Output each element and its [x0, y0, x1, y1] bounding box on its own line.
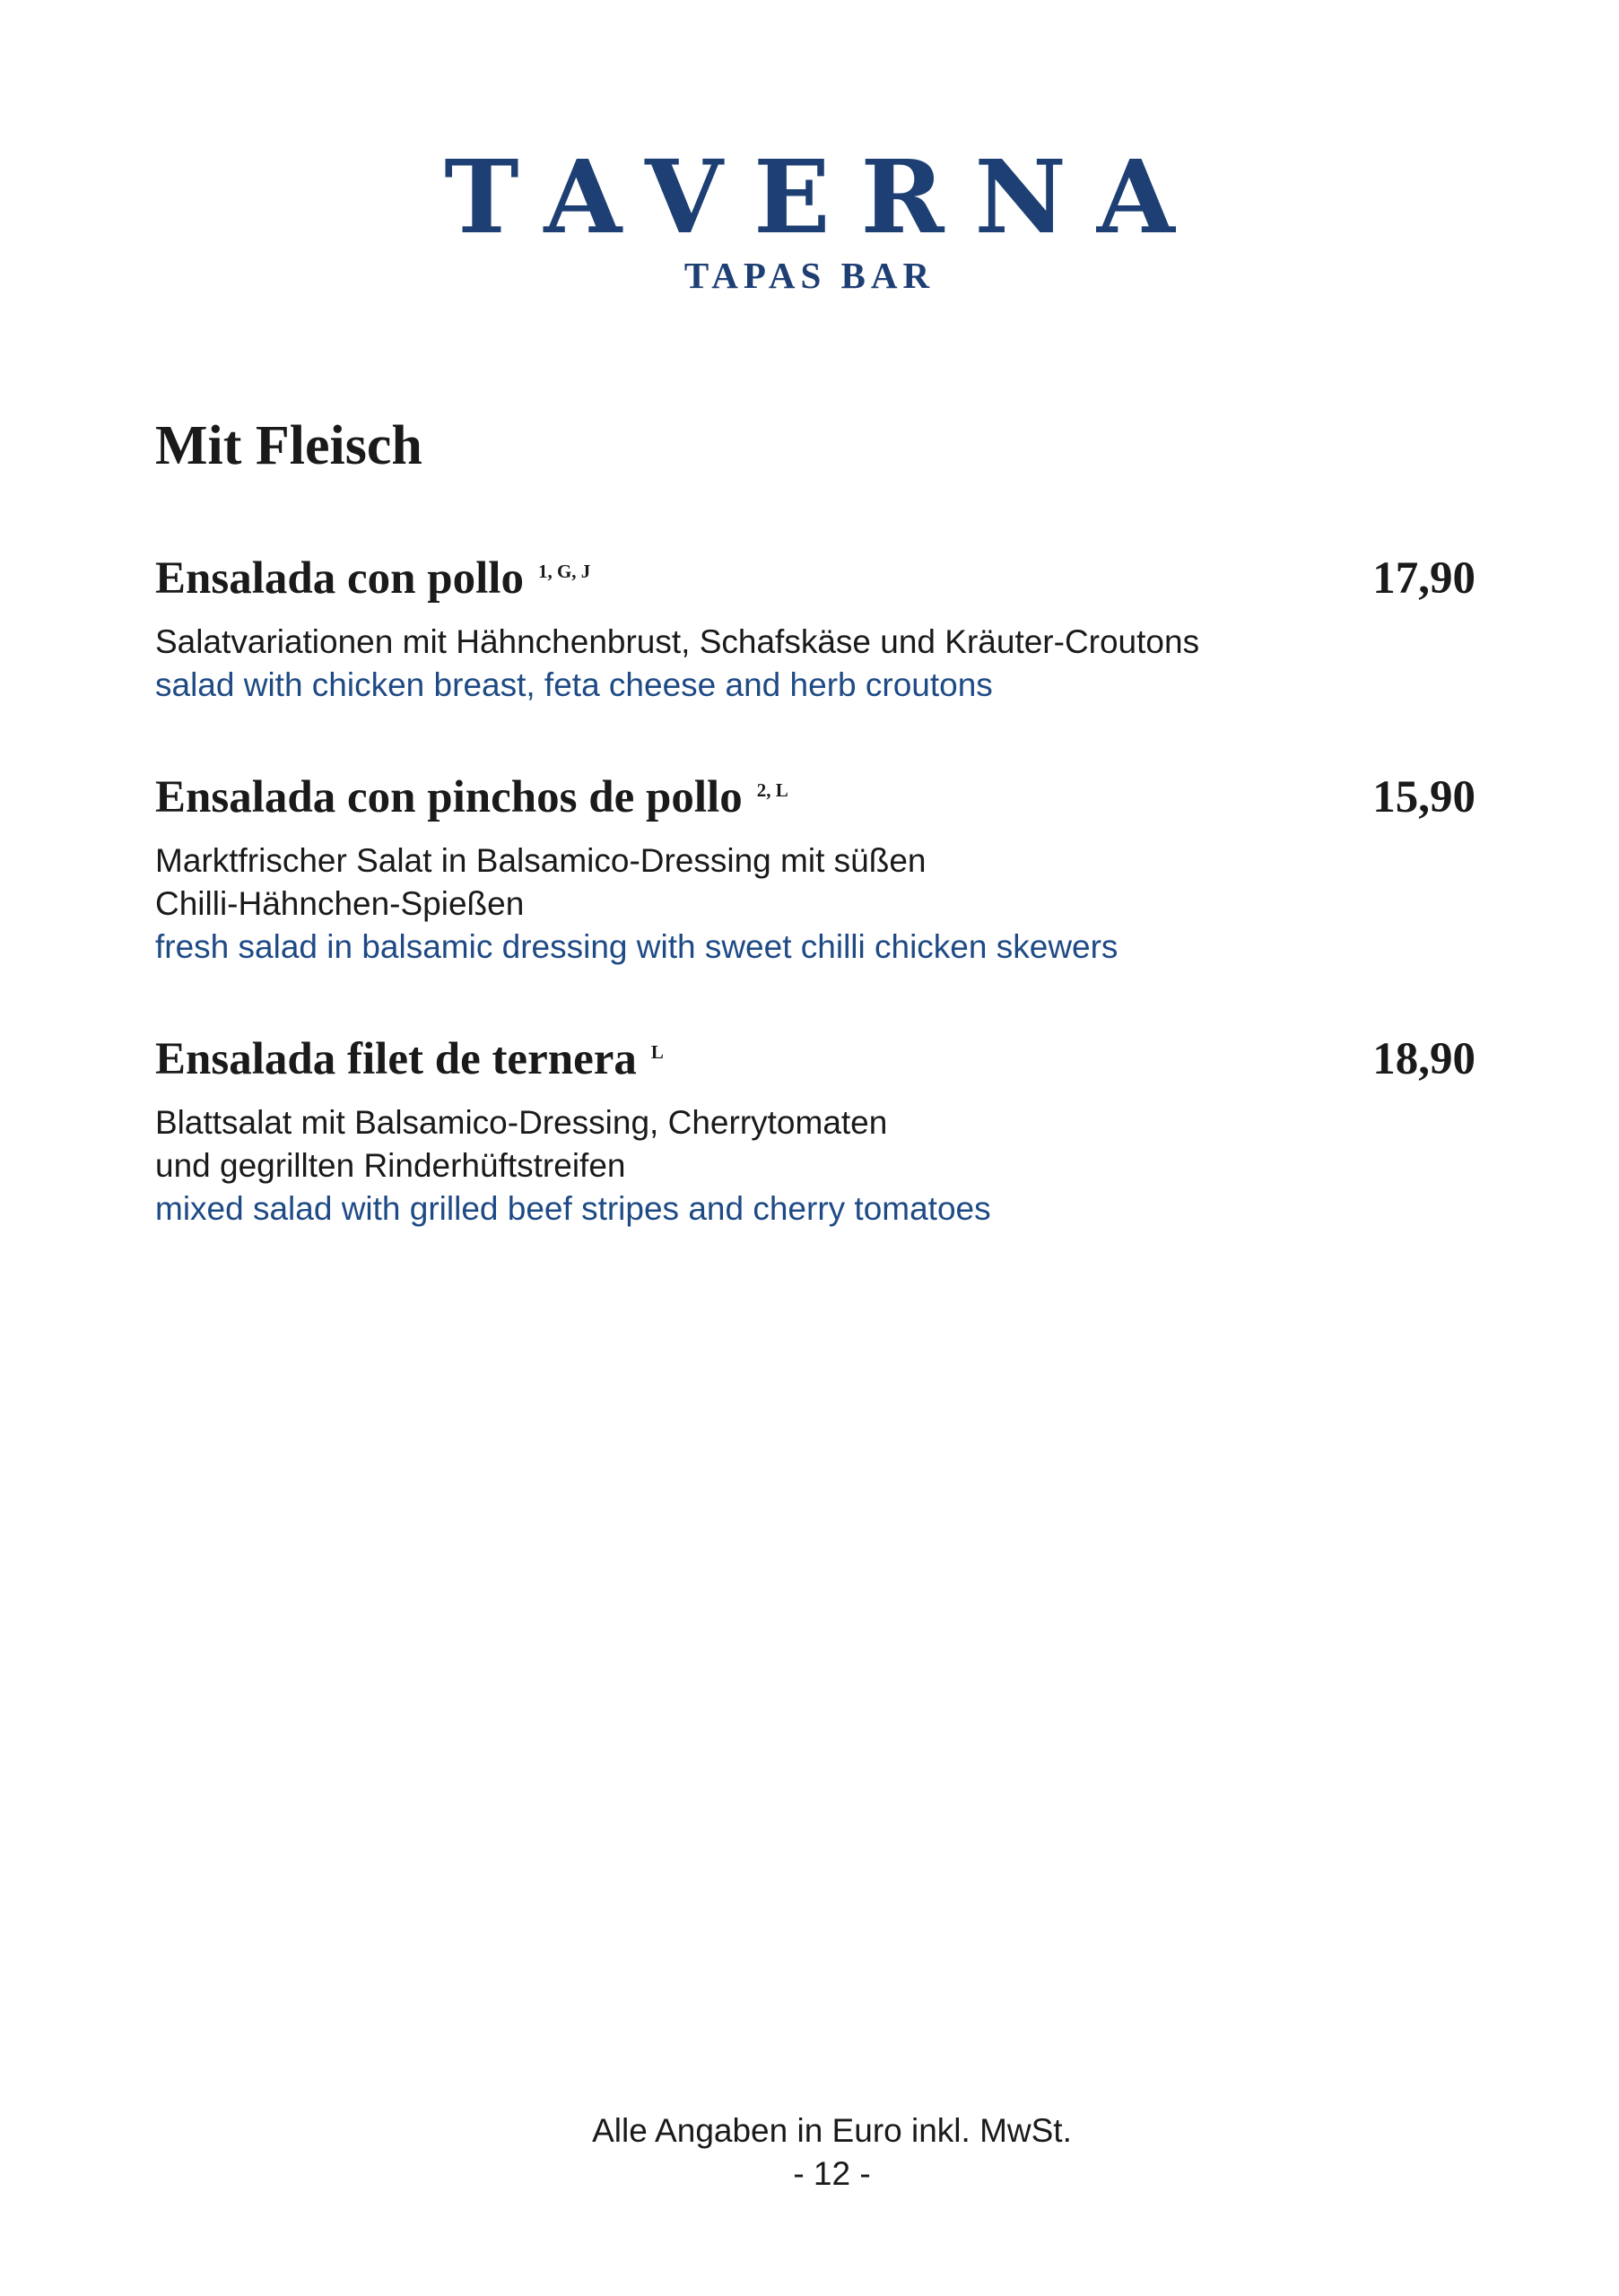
menu-item-price: 15,90: [1372, 772, 1475, 822]
menu-list: [155, 547, 1475, 1231]
menu-item-description-en: mixed salad with grilled beef stripes and cherry tomatoes: [155, 1190, 991, 1227]
menu-item: [155, 547, 1475, 707]
price-note: Alle Angaben in Euro inkl. MwSt.: [592, 2112, 1072, 2149]
description-line: Chilli-Hähnchen-Spießen: [155, 885, 525, 922]
footer: [0, 2109, 1619, 2196]
menu-item-description-de: [155, 1101, 1475, 1187]
menu-item-header: [155, 547, 1475, 610]
logo-title: TAVERNA: [444, 139, 1206, 257]
menu-item-name: Ensalada filet de ternera L: [155, 1028, 637, 1091]
menu-item: [155, 766, 1475, 969]
description-line: Blattsalat mit Balsamico-Dressing, Cherrytomaten: [155, 1104, 888, 1141]
menu-item-header: [155, 1028, 1475, 1091]
allergen-codes: 1, G, J: [537, 561, 591, 582]
menu-item-name: Ensalada con pinchos de pollo 2, L: [155, 766, 743, 829]
menu-item-description-en: salad with chicken breast, feta cheese and herb croutons: [155, 666, 993, 703]
menu-item-description-de: [155, 621, 1475, 664]
menu-item-price: 17,90: [1372, 553, 1475, 604]
menu-item-name: Ensalada con pollo 1, G, J: [155, 547, 524, 610]
logo-subtitle: TAPAS BAR: [683, 255, 936, 296]
description-line: und gegrillten Rinderhüftstreifen: [155, 1147, 626, 1184]
menu-item-description-en: fresh salad in balsamic dressing with sweet chilli chicken skewers: [155, 928, 1119, 965]
description-line: Salatvariationen mit Hähnchenbrust, Schafskäse und Kräuter-Croutons: [155, 623, 1200, 660]
allergen-codes: L: [650, 1041, 664, 1063]
allergen-codes: 2, L: [756, 779, 788, 801]
page-number: - 12 -: [793, 2155, 871, 2192]
logo: [0, 139, 1619, 296]
menu-item-description-de: [155, 839, 1475, 926]
menu-item-price: 18,90: [1372, 1034, 1475, 1084]
description-line: Marktfrischer Salat in Balsamico-Dressing mit süßen: [155, 842, 927, 879]
section-title: Mit Fleisch: [155, 415, 422, 476]
menu-item-header: [155, 766, 1475, 829]
menu-item: [155, 1028, 1475, 1231]
